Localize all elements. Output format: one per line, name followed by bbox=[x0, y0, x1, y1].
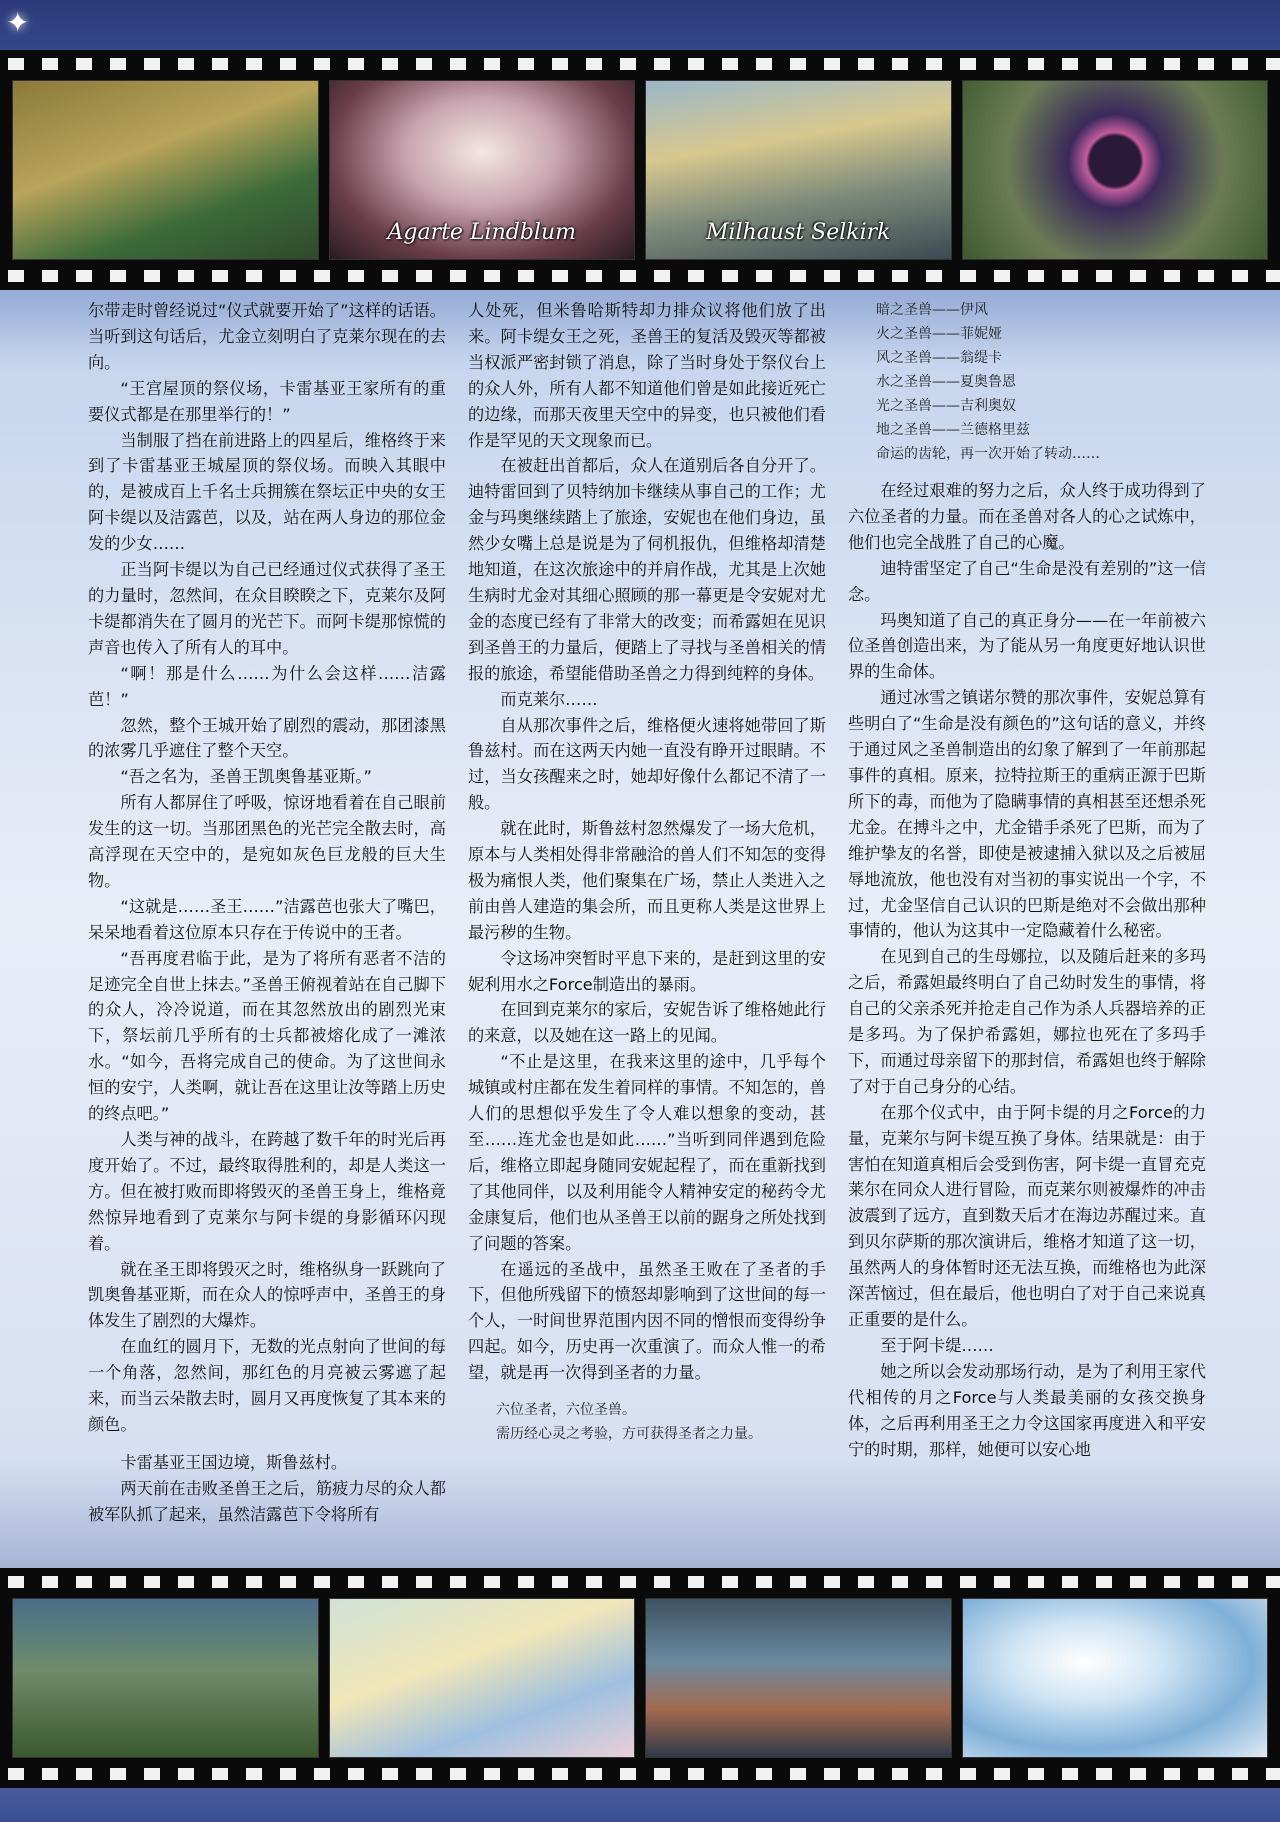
film-frame-beast bbox=[962, 1598, 1269, 1758]
poem-line: 命运的齿轮，再一次开始了转动…… bbox=[876, 446, 1100, 462]
poem-line: 六位圣者，六位圣兽。 bbox=[496, 1402, 636, 1419]
article-column-2 bbox=[468, 298, 826, 1563]
article-paragraph: 令这场冲突暂时平息下来的，是赶到这里的安妮利用水之Force制造出的暴雨。 bbox=[468, 948, 826, 994]
poem-line: 需历经心灵之考验，方可获得圣者之力量。 bbox=[496, 1426, 762, 1443]
article-paragraph: 在那个仪式中，由于阿卡缇的月之Force的力量，克莱尔与阿卡缇互换了身体。结果就是：由于害怕在知道真相后会受到伤害，阿卡缇一直冒充克莱尔在同众人进行冒险，而克莱尔则被爆炸的冲击波震到了远方，直到数天后才在海边苏醒过来。直到贝尔萨斯的那次演讲后，维格才知道了这一切，虽然两人的身体暂时还无法互换，而维格也为此深深苦恼过，但在最后，他也明白了对于自己来说真正重要的是什么。 bbox=[848, 1102, 1206, 1329]
film-frame-struggle bbox=[645, 1598, 952, 1758]
poem-line: 地之圣兽——兰德格里兹 bbox=[876, 422, 1030, 438]
article-paragraph: 在经过艰难的努力之后，众人终于成功得到了六位圣者的力量。而在圣兽对各人的心之试炼中，他们也完全战胜了自己的心魔。 bbox=[848, 481, 1206, 552]
article-paragraph: 所有人都屏住了呼吸，惊讶地看着在自己眼前发生的这一切。当那团黑色的光芒完全散去时，高高浮现在天空中的，是宛如灰色巨龙般的巨大生物。 bbox=[88, 793, 446, 890]
article-paragraph: “吾再度君临于此，是为了将所有恶者不洁的足迹完全自世上抹去。”圣兽王俯视着站在自己脚下的众人，冷冷说道，而在其忽然放出的剧烈光束下，祭坛前几乎所有的士兵都被熔化成了一滩浓水。“如今，吾将完成自己的使命。为了这世间永恒的安宁，人类啊，就让吾在这里让汝等踏上历史的终点吧。” bbox=[88, 948, 446, 1124]
article-paragraph: “啊！那是什么……为什么会这样……洁露芭！” bbox=[88, 663, 446, 709]
poem-line: 水之圣兽——夏奥鲁恩 bbox=[876, 374, 1016, 390]
poem-line: 风之圣兽——翁缇卡 bbox=[876, 350, 1002, 366]
article-paragraph: 在被赶出首都后，众人在道别后各自分开了。迪特雷回到了贝特纳加卡继续从事自己的工作；尤金与玛奥继续踏上了旅途，安妮也在他们身边，虽然少女嘴上总是说是为了伺机报仇，但维格却清楚地知道，在这次旅途中的并肩作战，尤其是上次她生病时尤金对其细心照顾的那一幕更是令安妮对尤金的态度已经有了非常大的改变；而希露妲在见识到圣兽王的力量后，便踏上了寻找与圣兽相关的情报的旅途，希望能借助圣兽之力得到纯粹的身体。 bbox=[468, 456, 826, 683]
film-strip-bottom bbox=[0, 1568, 1280, 1788]
article-paragraph: 在见到自己的生母娜拉，以及随后赶来的多玛之后，希露妲最终明白了自己幼时发生的事情，将自己的父亲杀死并抢走自己作为杀人兵器培养的正是多玛。为了保护希露妲，娜拉也死在了多玛手下，而通过母亲留下的那封信，希露妲也终于解除了对于自己身分的心结。 bbox=[848, 947, 1206, 1096]
article-paragraph: 通过冰雪之镇诺尔赞的那次事件，安妮总算有些明白了“生命是没有颜色的”这句话的意义，并终于通过风之圣兽制造出的幻象了解到了一年前那起事件的真相。原来，拉特拉斯王的重病正源于巴斯所下的毒，而他为了隐瞒事情的真相甚至还想杀死尤金。在搏斗之中，尤金错手杀死了巴斯，而为了维护挚友的名誉，即使是被逮捕入狱以及之后被屈辱地流放，他也没有对当初的事实说出一个字，不过，尤金坚信自己认识的巴斯是绝对不会做出那种事情的，他认为这其中一定隐藏着什么秘密。 bbox=[848, 688, 1206, 941]
article-column-1 bbox=[88, 298, 446, 1563]
film-perforations bbox=[0, 54, 1280, 74]
article-body bbox=[88, 298, 1208, 1563]
poem-line: 光之圣兽——吉利奥奴 bbox=[876, 398, 1016, 414]
article-paragraph: “不止是这里，在我来这里的途中，几乎每个城镇或村庄都在发生着同样的事情。不知怎的，兽人们的思想似乎发生了令人难以想象的变动，甚至……连尤金也是如此……”当听到同伴遇到危险后，维格立即起身随同安妮起程了，而在重新找到了其他同伴，以及利用能令人精神安定的秘药令尤金康复后，他们也从圣兽王以前的踞身之所处找到了问题的答案。 bbox=[468, 1052, 826, 1253]
film-perforations bbox=[0, 1764, 1280, 1784]
article-paragraph: 就在圣王即将毁灭之时，维格纵身一跃跳向了凯奥鲁基亚斯，而在众人的惊呼声中，圣兽王的身体发生了剧烈的大爆炸。 bbox=[88, 1259, 446, 1331]
film-perforations bbox=[0, 1572, 1280, 1592]
paragraph-gap bbox=[88, 1438, 446, 1450]
frame-caption: Milhaust Selkirk bbox=[705, 220, 891, 245]
article-paragraph: 正当阿卡缇以为自己已经通过仪式获得了圣王的力量时，忽然间，在众目睽睽之下，克莱尔及阿卡缇都消失在了圆月的光芒下。而阿卡缇那惊慌的声音也传入了所有人的耳中。 bbox=[88, 560, 446, 657]
film-frame-girls bbox=[329, 1598, 636, 1758]
article-paragraph: 在血红的圆月下，无数的光点射向了世间的每一个角落，忽然间，那红色的月亮被云雾遮了起来，而当云朵散去时，圆月又再度恢复了其本来的颜色。 bbox=[88, 1337, 446, 1434]
article-paragraph: 在回到克莱尔的家后，安妮告诉了维格她此行的来意，以及她在这一路上的见闻。 bbox=[468, 1000, 826, 1046]
sparkle-star-icon: ✦ bbox=[6, 6, 30, 39]
film-frame-warrior bbox=[12, 1598, 319, 1758]
film-frame-banners bbox=[12, 80, 319, 260]
article-column-3 bbox=[848, 298, 1206, 1563]
frame-caption: Agarte Lindblum bbox=[387, 220, 576, 245]
article-paragraph: 玛奥知道了自己的真正身分——在一年前被六位圣兽创造出来，为了能从另一角度更好地认识世界的生命体。 bbox=[848, 610, 1206, 682]
article-paragraph: 忽然，整个王城开始了剧烈的震动，那团漆黑的浓雾几乎遮住了整个天空。 bbox=[88, 715, 446, 761]
poem-line: 火之圣兽——菲妮娅 bbox=[876, 326, 1002, 342]
article-paragraph: 至于阿卡缇…… bbox=[880, 1335, 994, 1355]
article-paragraph: 人类与神的战斗，在跨越了数千年的时光后再度开始了。不过，最终取得胜利的，却是人类这一方。但在被打败而即将毁灭的圣兽王身上，维格竟然惊异地看到了克莱尔与阿卡缇的身影循环闪现着。 bbox=[88, 1130, 446, 1253]
film-frame-portal bbox=[962, 80, 1269, 260]
article-paragraph: 在遥远的圣战中，虽然圣王败在了圣者的手下，但他所残留下的愤怒却影响到了这世间的每一个人，一时间世界范围内因不同的憎恨而变得纷争四起。如今，历史再一次重演了。而众人惟一的希望，就是再一次得到圣者的力量。 bbox=[468, 1259, 826, 1383]
paragraph-gap bbox=[848, 466, 1206, 478]
article-paragraph: 自从那次事件之后，维格便火速将她带回了斯鲁兹村。而在这两天内她一直没有睁开过眼睛。不过，当女孩醒来之时，她却好像什么都记不清了一般。 bbox=[468, 715, 826, 813]
article-paragraph: 就在此时，斯鲁兹村忽然爆发了一场大危机，原本与人类相处得非常融洽的兽人们不知怎的变得极为痛恨人类，他们聚集在广场，禁止人类进入之前由兽人建造的集会所，而且更称人类是这世界上最污秽的生物。 bbox=[468, 819, 826, 942]
article-paragraph: 尔带走时曾经说过“仪式就要开始了”这样的话语。当听到这句话后，尤金立刻明白了克莱尔现在的去向。 bbox=[88, 301, 446, 372]
article-paragraph: 而克莱尔…… bbox=[500, 689, 598, 709]
article-paragraph: 两天前在击败圣兽王之后，筋疲力尽的众人都被军队抓了起来，虽然洁露芭下令将所有 bbox=[88, 1478, 446, 1524]
film-frame-agarte bbox=[329, 80, 636, 260]
film-frame-milhaust bbox=[645, 80, 952, 260]
poem-line: 暗之圣兽——伊风 bbox=[876, 302, 988, 318]
article-paragraph: 当制服了挡在前进路上的四星后，维格终于来到了卡雷基亚王城屋顶的祭仪场。而映入其眼中的，是被成百上千名士兵拥簇在祭坛正中央的女王阿卡缇以及洁露芭，以及，站在两人身边的那位金发的少女…… bbox=[88, 430, 446, 554]
article-paragraph: 人处死，但米鲁哈斯特却力排众议将他们放了出来。阿卡缇女王之死，圣兽王的复活及毁灭等都被当权派严密封锁了消息，除了当时身处于祭仪台上的众人外，所有人都不知道他们曾是如此接近死亡的边缘，而那天夜里天空中的异变，也只被他们看作是罕见的天文现象而已。 bbox=[468, 301, 826, 450]
film-perforations bbox=[0, 266, 1280, 286]
article-paragraph: 迪特雷坚定了自己“生命是没有差别的”这一信念。 bbox=[848, 558, 1206, 604]
film-strip-top bbox=[0, 50, 1280, 290]
article-paragraph: 她之所以会发动那场行动，是为了利用王家代代相传的月之Force与人类最美丽的女孩交换身体，之后再利用圣王之力令这国家再度进入和平安宁的时期，那样，她便可以安心地 bbox=[848, 1361, 1206, 1459]
article-paragraph: “吾之名为，圣兽王凯奥鲁基亚斯。” bbox=[120, 767, 372, 787]
article-paragraph: “王宫屋顶的祭仪场，卡雷基亚王家所有的重要仪式都是在那里举行的！” bbox=[88, 378, 446, 424]
article-paragraph: 卡雷基亚王国边境，斯鲁兹村。 bbox=[120, 1452, 348, 1472]
paragraph-gap bbox=[468, 1386, 826, 1398]
article-paragraph: “这就是……圣王……”洁露芭也张大了嘴巴，呆呆地看着这位原本只存在于传说中的王者。 bbox=[88, 896, 446, 942]
starry-header bbox=[0, 0, 1280, 50]
